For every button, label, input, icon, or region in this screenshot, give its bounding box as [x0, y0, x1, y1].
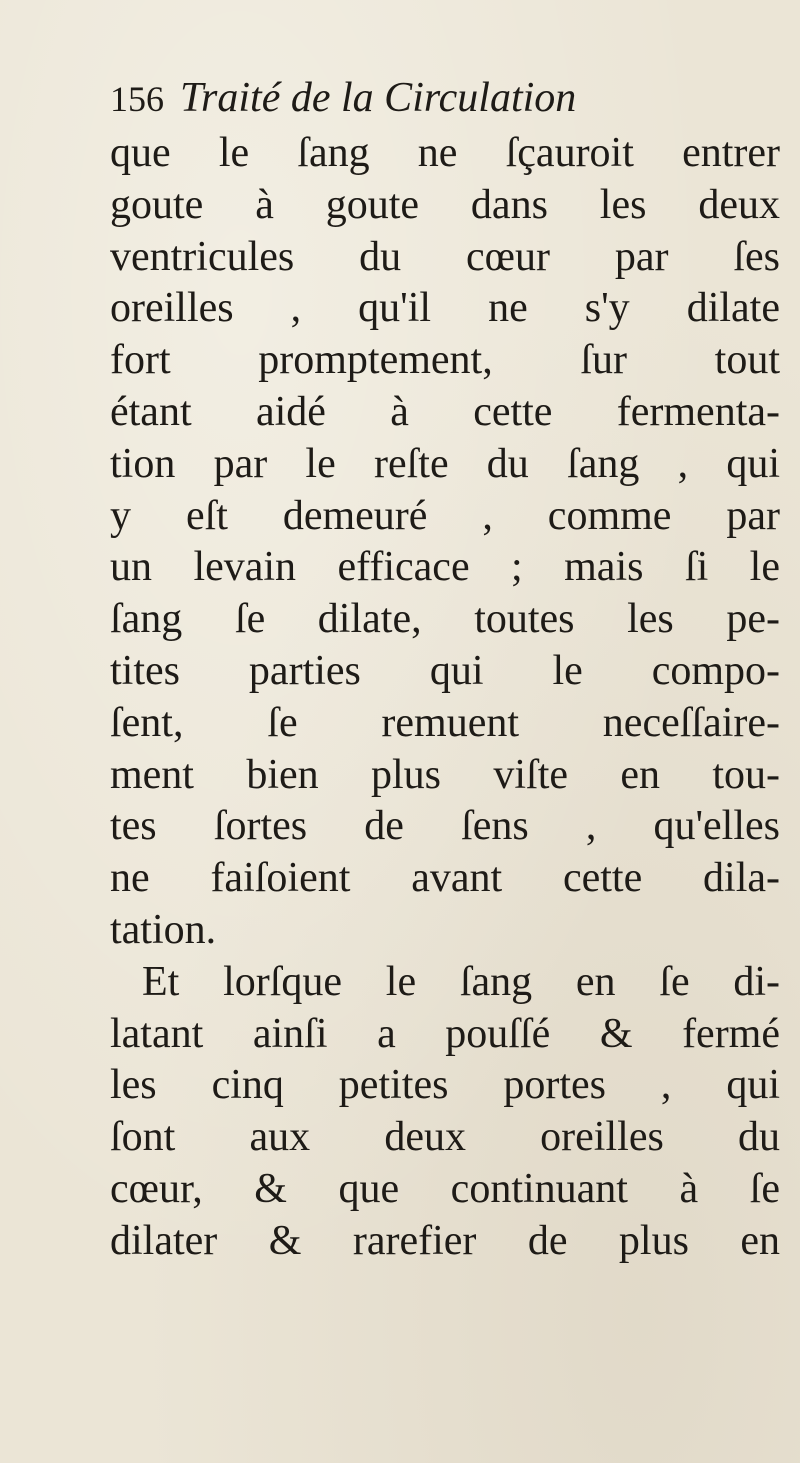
- text-line: fort promptement, ſur tout: [110, 337, 780, 384]
- text-line: latant ainſi a pouſſé & fermé: [110, 1010, 780, 1057]
- running-head: [110, 74, 576, 123]
- text-line: ſent, ſe remuent neceſſaire-: [110, 699, 780, 746]
- page-number: 156: [110, 79, 164, 119]
- text-line: goute à goute dans les deux: [110, 181, 780, 228]
- running-title: Traité de la Circulation: [180, 75, 577, 121]
- text-line: ſang ſe dilate, toutes les pe-: [110, 596, 780, 643]
- text-line: les cinq petites portes , qui: [110, 1062, 780, 1109]
- body-text: [110, 128, 780, 1268]
- text-line: oreilles , qu'il ne s'y dilate: [110, 285, 780, 332]
- text-line: dilater & rarefier de plus en: [110, 1217, 780, 1264]
- text-line: cœur, & que continuant à ſe: [110, 1165, 780, 1212]
- text-line: tion par le reſte du ſang , qui: [110, 440, 780, 487]
- text-line: ne faiſoient avant cette dila-: [110, 855, 780, 902]
- text-line: un levain efficace ; mais ſi le: [110, 544, 780, 591]
- text-line: tes ſortes de ſens , qu'elles: [110, 803, 780, 850]
- text-line: ventricules du cœur par ſes: [110, 233, 780, 280]
- text-line: tites parties qui le compo-: [110, 647, 780, 694]
- text-line: y eſt demeuré , comme par: [110, 492, 780, 539]
- text-line: ſont aux deux oreilles du: [110, 1114, 780, 1161]
- text-line: tation.: [110, 906, 217, 953]
- text-line: étant aidé à cette fermenta-: [110, 388, 780, 435]
- text-line: que le ſang ne ſçauroit entrer: [110, 130, 780, 176]
- text-line: ment bien plus viſte en tou-: [110, 751, 780, 798]
- text-line: Et lorſque le ſang en ſe di-: [142, 958, 780, 1005]
